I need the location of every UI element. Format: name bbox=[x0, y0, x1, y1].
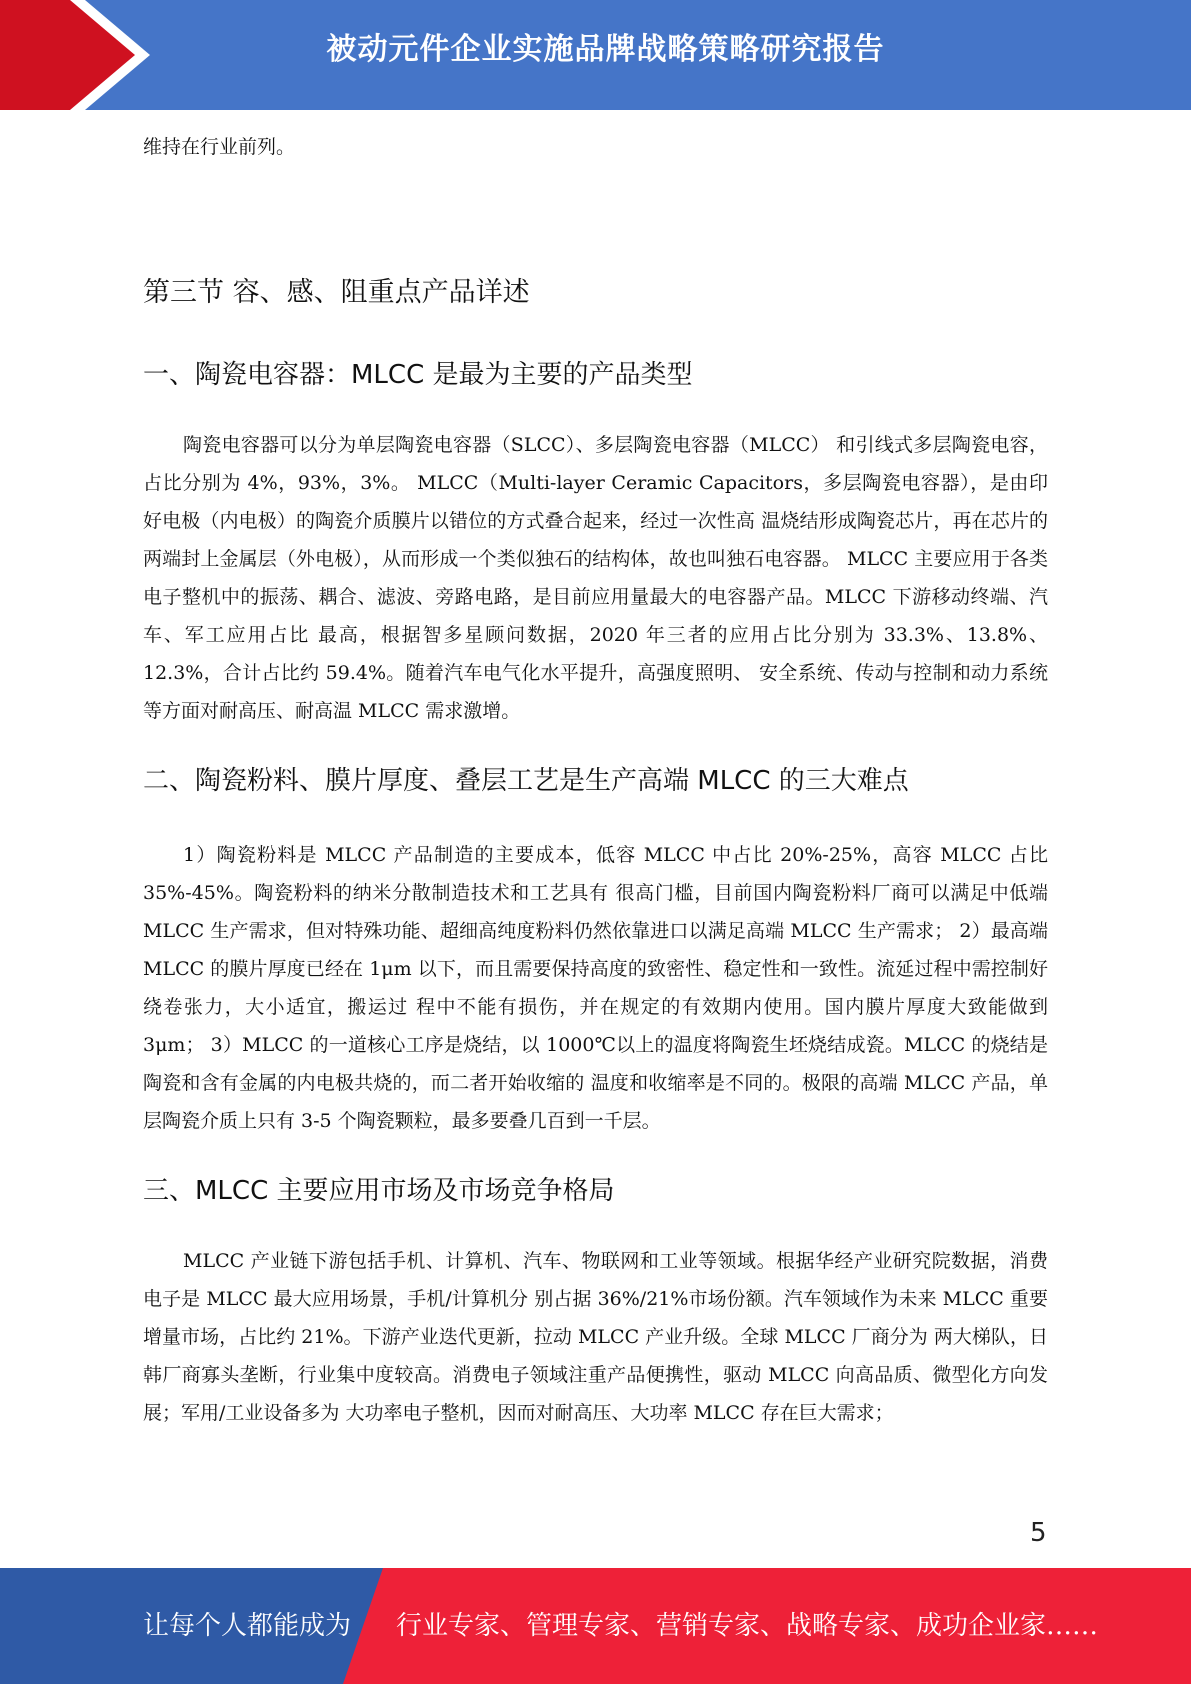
subsection-paragraph-1: 陶瓷电容器可以分为单层陶瓷电容器（SLCC）、多层陶瓷电容器（MLCC） 和引线式多层陶瓷电容，占比分别为 4%，93%，3%。 MLCC（Multi-layer Ceramic Capacitors，多层陶瓷电容器），是由印好电极（内电极）的陶瓷介质膜片以错位的方式叠合起来，经过一次性高 温烧结形成陶瓷芯片，再在芯片的两端封上金属层（外电极），从而形成一个类似独石的结构体，故也叫独石电容器。 MLCC 主要应用于各类电子整机中的振荡、耦合、滤波、旁路电路，是目前应用量最大的电容器产品。MLCC 下游移动终端、汽车、军工应用占比 最高，根据智多星顾问数据，2020 年三者的应用占比分别为 33.3%、13.8%、12.3%，合计占比约 59.4%。随着汽车电气化水平提升，高强度照明、 安全系统、传动与控制和动力系统等方面对耐高压、耐高温 MLCC 需求激增。 bbox=[143, 434, 1048, 722]
footer-slogan-left: 让每个人都能成为 bbox=[143, 1611, 352, 1641]
subsection-title-1: 一、陶瓷电容器：MLCC 是最为主要的产品类型 bbox=[143, 360, 693, 390]
lead-paragraph: 维持在行业前列。 bbox=[143, 136, 296, 158]
page-footer bbox=[0, 1568, 1191, 1684]
section-title: 第三节 容、感、阻重点产品详述 bbox=[143, 277, 530, 308]
subsection-paragraph-2: 1）陶瓷粉料是 MLCC 产品制造的主要成本，低容 MLCC 中占比 20%-25%，高容 MLCC 占比 35%-45%。陶瓷粉料的纳米分散制造技术和工艺具有 很高门槛，目前国内陶瓷粉料厂商可以满足中低端 MLCC 生产需求，但对特殊功能、超细高纯度粉料仍然依靠进口以满足高端 MLCC 生产需求； 2）最高端 MLCC 的膜片厚度已经在 1μm 以下，而且需要保持高度的致密性、稳定性和一致性。流延过程中需控制好绕卷张力，大小适宜，搬运过 程中不能有损伤，并在规定的有效期内使用。国内膜片厚度大致能做到 3μm； 3）MLCC 的一道核心工序是烧结，以 1000℃以上的温度将陶瓷生坯烧结成瓷。MLCC 的烧结是陶瓷和含有金属的内电极共烧的，而二者开始收缩的 温度和收缩率是不同的。极限的高端 MLCC 产品，单层陶瓷介质上只有 3-5 个陶瓷颗粒，最多要叠几百到一千层。 bbox=[143, 844, 1048, 1132]
subsection-title-3: 三、MLCC 主要应用市场及市场竞争格局 bbox=[143, 1176, 615, 1206]
page-number: 5 bbox=[1030, 1518, 1047, 1548]
footer-slogan-right: 行业专家、管理专家、营销专家、战略专家、成功企业家…… bbox=[396, 1611, 1099, 1641]
document-body bbox=[143, 128, 1048, 1424]
subsection-paragraph-3: MLCC 产业链下游包括手机、计算机、汽车、物联网和工业等领域。根据华经产业研究院数据，消费电子是 MLCC 最大应用场景，手机/计算机分 别占据 36%/21%市场份额。汽车领域作为未来 MLCC 重要增量市场，占比约 21%。下游产业迭代更新，拉动 MLCC 产业升级。全球 MLCC 厂商分为 两大梯队，日韩厂商寡头垄断，行业集中度较高。消费电子领域注重产品便携性，驱动 MLCC 向高品质、微型化方向发展；军用/工业设备多为 大功率电子整机，因而对耐高压、大功率 MLCC 存在巨大需求； bbox=[143, 1250, 1048, 1424]
page-header bbox=[0, 0, 1191, 110]
subsection-title-2: 二、陶瓷粉料、膜片厚度、叠层工艺是生产高端 MLCC 的三大难点 bbox=[143, 766, 909, 796]
header-title: 被动元件企业实施品牌战略策略研究报告 bbox=[326, 32, 885, 67]
